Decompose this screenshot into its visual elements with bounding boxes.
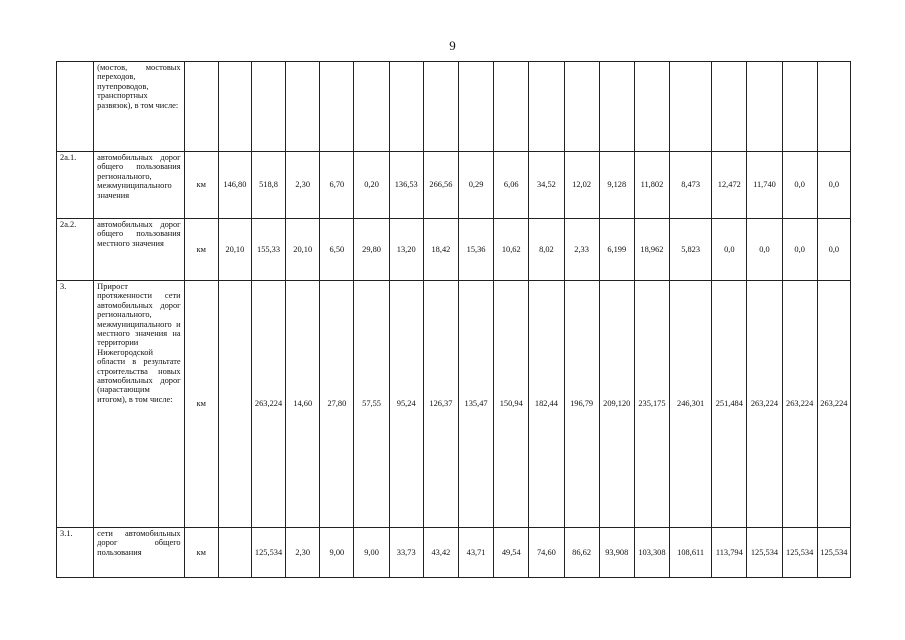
value-cell: 18,962 bbox=[634, 219, 669, 281]
table-row bbox=[57, 62, 851, 152]
unit-cell: км bbox=[184, 528, 218, 578]
row-description-cell bbox=[94, 219, 184, 281]
table-row bbox=[57, 281, 851, 528]
row-description-text: (мостов, мостовых переходов, путепроводов, транспортных развязок), в том числе: bbox=[97, 63, 181, 110]
value-cell: 13,20 bbox=[389, 219, 423, 281]
row-number-cell: 3.1. bbox=[57, 528, 94, 578]
value-cell bbox=[670, 62, 712, 152]
value-cell: 12,472 bbox=[712, 152, 747, 219]
value-cell: 125,534 bbox=[251, 528, 285, 578]
value-cell: 33,73 bbox=[389, 528, 423, 578]
value-cell: 18,42 bbox=[423, 219, 458, 281]
value-cell bbox=[218, 528, 251, 578]
unit-cell: км bbox=[184, 281, 218, 528]
value-cell: 0,20 bbox=[354, 152, 389, 219]
table-row bbox=[57, 219, 851, 281]
value-cell: 6,199 bbox=[599, 219, 634, 281]
row-description-text: Прирост протяженности сети автомобильных дорог регионального, межмуниципального и местного значения на территории Нижегородской области в результате строительства новых автомобильных дорог (нарастающим итогом), в том числе: bbox=[97, 282, 181, 404]
value-cell: 263,224 bbox=[747, 281, 782, 528]
value-cell: 155,33 bbox=[251, 219, 285, 281]
value-cell bbox=[634, 62, 669, 152]
value-cell: 126,37 bbox=[423, 281, 458, 528]
value-cell: 15,36 bbox=[458, 219, 493, 281]
value-cell: 2,33 bbox=[564, 219, 599, 281]
value-cell: 266,56 bbox=[423, 152, 458, 219]
value-cell: 20,10 bbox=[286, 219, 320, 281]
value-cell bbox=[458, 62, 493, 152]
table-body bbox=[57, 62, 851, 578]
value-cell bbox=[251, 62, 285, 152]
unit-cell bbox=[184, 62, 218, 152]
page-number: 9 bbox=[449, 38, 456, 53]
value-cell: 209,120 bbox=[599, 281, 634, 528]
value-cell bbox=[218, 62, 251, 152]
value-cell bbox=[817, 62, 850, 152]
value-cell: 9,00 bbox=[354, 528, 389, 578]
value-cell: 518,8 bbox=[251, 152, 285, 219]
row-description-cell bbox=[94, 281, 184, 528]
value-cell: 34,52 bbox=[529, 152, 564, 219]
value-cell: 2,30 bbox=[286, 152, 320, 219]
value-cell: 136,53 bbox=[389, 152, 423, 219]
row-number-cell: 2а.2. bbox=[57, 219, 94, 281]
unit-cell: км bbox=[184, 219, 218, 281]
unit-cell: км bbox=[184, 152, 218, 219]
row-description-text: сети автомобильных дорог общего пользования bbox=[97, 529, 181, 557]
value-cell: 263,224 bbox=[251, 281, 285, 528]
value-cell bbox=[286, 62, 320, 152]
value-cell bbox=[529, 62, 564, 152]
value-cell bbox=[354, 62, 389, 152]
value-cell: 146,80 bbox=[218, 152, 251, 219]
value-cell: 0,0 bbox=[782, 219, 817, 281]
value-cell: 103,308 bbox=[634, 528, 669, 578]
table-row bbox=[57, 152, 851, 219]
row-description-cell bbox=[94, 528, 184, 578]
value-cell: 0,29 bbox=[458, 152, 493, 219]
value-cell: 2,30 bbox=[286, 528, 320, 578]
value-cell: 10,62 bbox=[494, 219, 529, 281]
value-cell: 125,534 bbox=[747, 528, 782, 578]
value-cell: 6,70 bbox=[320, 152, 354, 219]
value-cell bbox=[564, 62, 599, 152]
row-description-cell bbox=[94, 152, 184, 219]
value-cell bbox=[712, 62, 747, 152]
value-cell: 9,00 bbox=[320, 528, 354, 578]
value-cell: 74,60 bbox=[529, 528, 564, 578]
value-cell bbox=[782, 62, 817, 152]
value-cell: 95,24 bbox=[389, 281, 423, 528]
value-cell: 57,55 bbox=[354, 281, 389, 528]
value-cell bbox=[423, 62, 458, 152]
value-cell: 108,611 bbox=[670, 528, 712, 578]
value-cell: 263,224 bbox=[782, 281, 817, 528]
value-cell: 49,54 bbox=[494, 528, 529, 578]
value-cell: 251,484 bbox=[712, 281, 747, 528]
value-cell: 0,0 bbox=[747, 219, 782, 281]
value-cell bbox=[747, 62, 782, 152]
row-description-text: автомобильных дорог общего пользования регионального, межмуниципального значения bbox=[97, 153, 181, 200]
value-cell: 6,06 bbox=[494, 152, 529, 219]
row-number-cell: 2а.1. bbox=[57, 152, 94, 219]
value-cell: 196,79 bbox=[564, 281, 599, 528]
value-cell: 113,794 bbox=[712, 528, 747, 578]
value-cell: 27,80 bbox=[320, 281, 354, 528]
indicators-table bbox=[56, 61, 851, 578]
value-cell: 0,0 bbox=[817, 219, 850, 281]
row-description-cell bbox=[94, 62, 184, 152]
value-cell: 43,71 bbox=[458, 528, 493, 578]
value-cell: 150,94 bbox=[494, 281, 529, 528]
value-cell: 182,44 bbox=[529, 281, 564, 528]
value-cell: 8,473 bbox=[670, 152, 712, 219]
value-cell bbox=[599, 62, 634, 152]
row-number-cell: 3. bbox=[57, 281, 94, 528]
value-cell: 86,62 bbox=[564, 528, 599, 578]
value-cell: 20,10 bbox=[218, 219, 251, 281]
value-cell: 6,50 bbox=[320, 219, 354, 281]
value-cell: 263,224 bbox=[817, 281, 850, 528]
value-cell: 0,0 bbox=[782, 152, 817, 219]
value-cell: 43,42 bbox=[423, 528, 458, 578]
value-cell: 11,740 bbox=[747, 152, 782, 219]
value-cell: 125,534 bbox=[782, 528, 817, 578]
row-number-cell bbox=[57, 62, 94, 152]
value-cell: 0,0 bbox=[817, 152, 850, 219]
value-cell: 9,128 bbox=[599, 152, 634, 219]
value-cell: 14,60 bbox=[286, 281, 320, 528]
value-cell bbox=[218, 281, 251, 528]
value-cell: 235,175 bbox=[634, 281, 669, 528]
table-row bbox=[57, 528, 851, 578]
value-cell: 125,534 bbox=[817, 528, 850, 578]
value-cell: 135,47 bbox=[458, 281, 493, 528]
value-cell: 0,0 bbox=[712, 219, 747, 281]
value-cell: 93,908 bbox=[599, 528, 634, 578]
value-cell: 246,301 bbox=[670, 281, 712, 528]
value-cell: 11,802 bbox=[634, 152, 669, 219]
row-description-text: автомобильных дорог общего пользования местного значения bbox=[97, 220, 181, 248]
value-cell bbox=[494, 62, 529, 152]
value-cell: 5,823 bbox=[670, 219, 712, 281]
value-cell: 29,80 bbox=[354, 219, 389, 281]
value-cell: 8,02 bbox=[529, 219, 564, 281]
value-cell bbox=[320, 62, 354, 152]
value-cell: 12,02 bbox=[564, 152, 599, 219]
value-cell bbox=[389, 62, 423, 152]
